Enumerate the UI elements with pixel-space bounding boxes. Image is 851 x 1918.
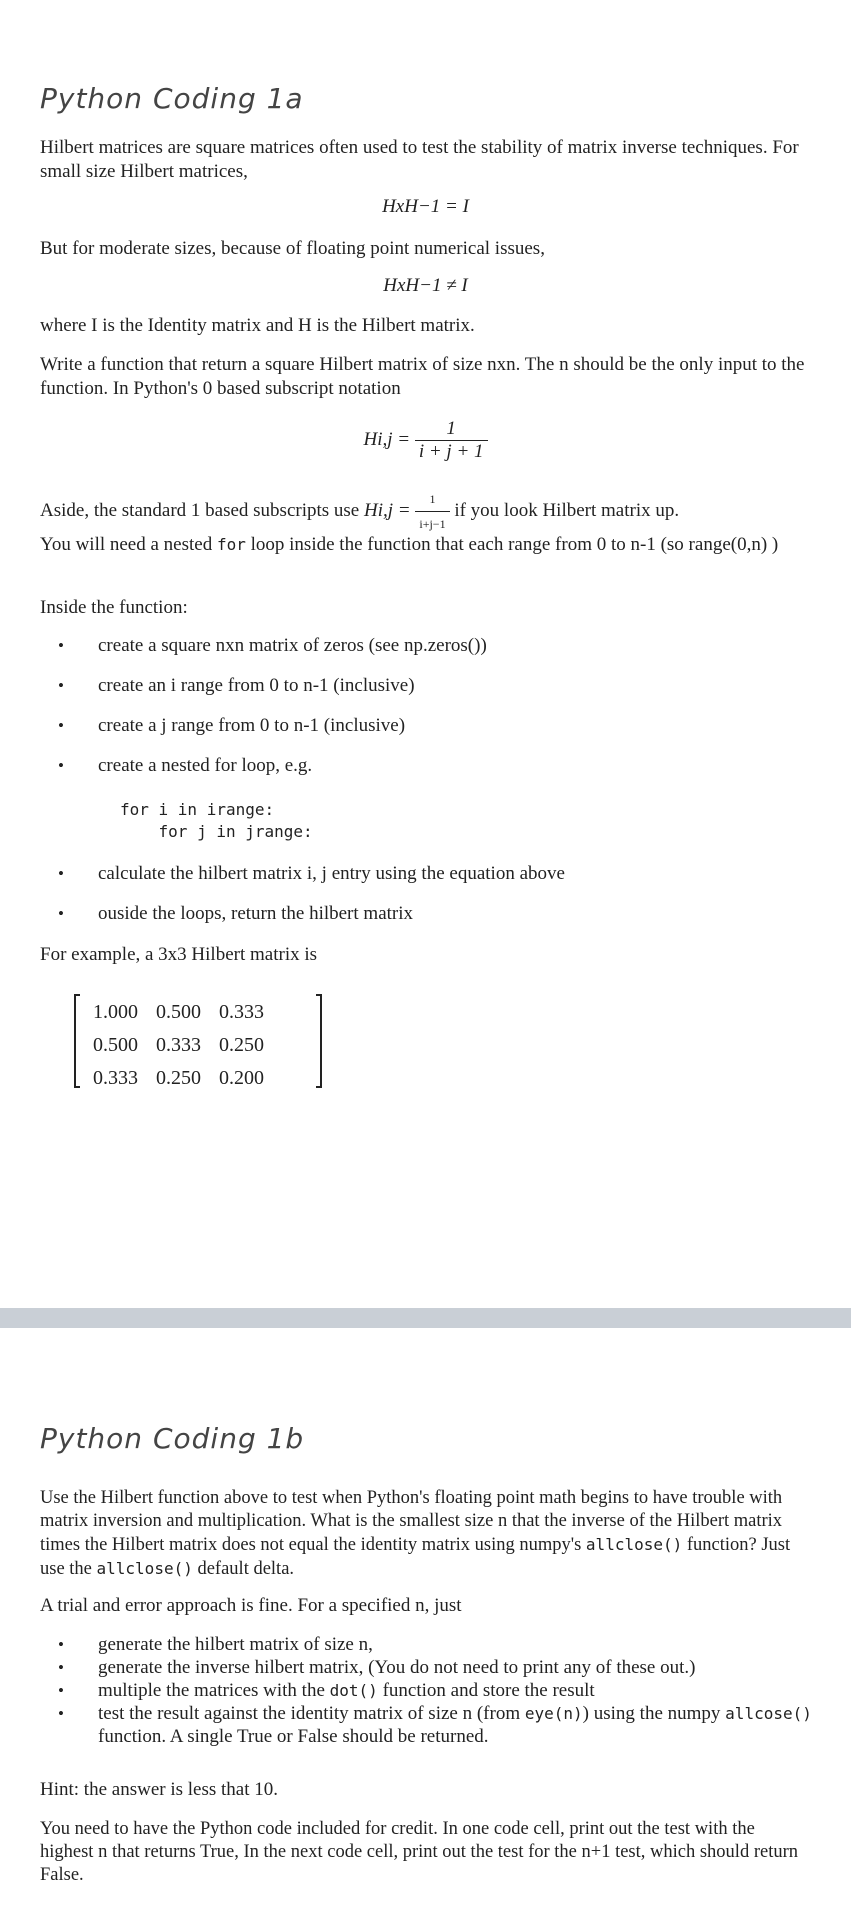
aside-numerator: 1 [415,487,449,512]
intro-paragraph: Hilbert matrices are square matrices often used to test the stability of matrix inverse techniques. For small size Hilbert matrices, [40,137,799,182]
nested-before: You will need a nested [40,534,213,555]
b4-text-a: test the result against the identity matrix of size n (from [98,1703,521,1724]
b3-text-a: multiple the matrices with the [98,1680,325,1701]
matrix-cell: 0.200 [219,1067,264,1089]
matrix-table [84,996,273,1095]
list-item: • create a square nxn matrix of zeros (see np.zeros()) [40,634,820,674]
list-item: • ouside the loops, return the hilbert matrix [40,902,820,942]
aside-before: Aside, the standard 1 based subscripts use [40,499,360,521]
code-line: for i in irange: [120,800,275,819]
formula-fraction [415,418,488,463]
list-item: • calculate the hilbert matrix i, j entry using the equation above [40,862,820,902]
page-part-1b [0,1328,851,1918]
formula-lhs: Hi,j = [363,428,411,450]
intro-paragraph-1b [40,1487,810,1581]
equation-identity: HxH−1 = I [382,196,469,217]
aside-denominator: i+j−1 [419,517,446,531]
left-bracket [74,994,80,1088]
b4-text-c: function. A single True or False should be returned. [98,1726,489,1747]
nested-code-for: for [216,535,246,554]
list-item: • create an i range from 0 to n-1 (inclusive) [40,674,820,714]
matrix-cell: 0.250 [156,1067,201,1089]
list-item: • generate the hilbert matrix of size n, [40,1633,820,1656]
credit-text: You need to have the Python code included for credit. In one code cell, print out the test with the highest n that returns True, In the next code cell, print out the test for the n+1 test, which should return False. [40,1819,798,1885]
b4-text-b: ) using the numpy [582,1703,721,1724]
matrix-cell: 0.333 [156,1034,201,1056]
matrix-cell: 0.500 [156,1001,201,1023]
hilbert-formula [0,418,851,463]
b3-code-dot: dot() [329,1681,378,1700]
matrix-cell: 1.000 [93,1001,138,1023]
list-item [40,1702,820,1748]
aside-text [40,487,810,536]
list-item: • create a nested for loop, e.g. [40,754,820,794]
intro-text-b: function? Just use the [40,1535,791,1579]
steps-list [40,634,820,794]
matrix-row [84,1062,273,1095]
list-item [40,1679,820,1702]
steps-list-2 [40,862,820,942]
intro-code-allclose-2: allclose() [96,1559,193,1578]
trial-text: A trial and error approach is fine. For a specified n, just [40,1595,462,1616]
nested-after: loop inside the function that each range from 0 to n-1 (so range(0,n) ) [250,534,779,555]
formula-numerator: 1 [415,418,488,441]
matrix-cell: 0.250 [219,1034,264,1056]
matrix-cell: 0.333 [93,1067,138,1089]
list-item: • generate the inverse hilbert matrix, (You do not need to print any of these out.) [40,1656,820,1679]
page-divider [0,1308,851,1328]
matrix-row [84,1029,273,1062]
procedure-list [40,1633,820,1748]
nested-loop-text [40,533,810,557]
inside-function-label: Inside the function: [40,597,188,618]
section-title-1b: Python Coding 1b [40,1422,305,1455]
list-item: • create a j range from 0 to n-1 (inclusive) [40,714,820,754]
matrix-cell: 0.500 [93,1034,138,1056]
matrix-cell: 0.333 [219,1001,264,1023]
b3-text-b: function and store the result [382,1680,595,1701]
matrix-row [84,996,273,1029]
where-text: where I is the Identity matrix and H is the Hilbert matrix. [40,315,475,336]
hint-text: Hint: the answer is less that 10. [40,1779,278,1800]
b4-code-eye: eye(n) [524,1704,583,1723]
moderate-sizes-text: But for moderate sizes, because of floating point numerical issues, [40,238,545,259]
equation-not-identity: HxH−1 ≠ I [383,275,468,296]
aside-fraction [415,487,449,536]
right-bracket [316,994,322,1088]
aside-symbol: Hi,j = [364,499,411,521]
example-text: For example, a 3x3 Hilbert matrix is [40,944,318,965]
code-example [120,799,313,843]
formula-denominator: i + j + 1 [418,441,484,462]
intro-text-c: default delta. [197,1559,295,1579]
section-title-1a: Python Coding 1a [40,82,304,115]
aside-after: if you look Hilbert matrix up. [454,499,680,521]
write-function-text: Write a function that return a square Hilbert matrix of size nxn. The n should be the only input to the function. In Python's 0 based subscript notation [40,354,805,399]
intro-text-a: Use the Hilbert function above to test when Python's floating point math begins to have trouble with matrix inversion and multiplication. What is the smallest size n that the inverse of the Hilbert matrix times the Hilbert matrix does not equal the identity matrix using numpy's [40,1488,783,1555]
code-line: for j in jrange: [120,822,313,841]
hilbert-matrix-3x3 [74,994,322,1088]
intro-code-allclose: allclose() [585,1535,683,1554]
b4-code-allcose: allcose() [725,1704,812,1723]
